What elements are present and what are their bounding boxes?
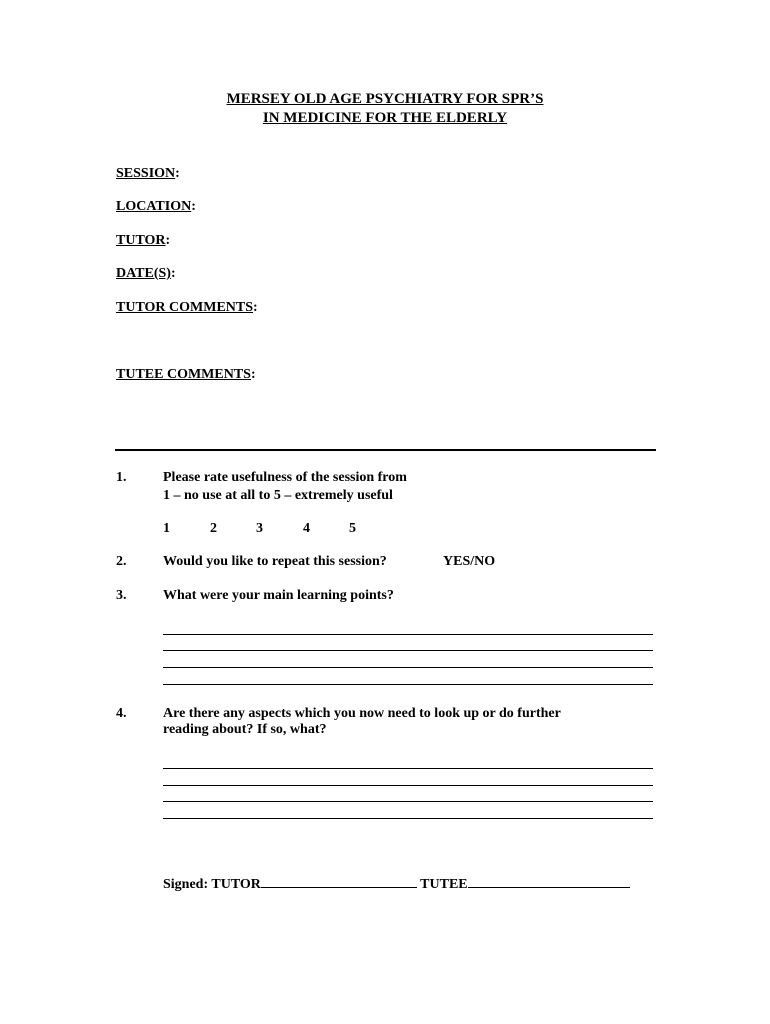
rating-option-3[interactable]: 3 (256, 521, 263, 536)
question-2-number: 2. (116, 554, 127, 569)
question-3-text: What were your main learning points? (163, 588, 394, 603)
question-4-text-line1: Are there any aspects which you now need to look up or do further (163, 706, 561, 721)
tutor-colon: : (165, 233, 171, 248)
rating-option-1[interactable]: 1 (163, 521, 170, 536)
answer-line[interactable] (163, 801, 653, 802)
tutor-field (116, 232, 170, 249)
tutor-comments-colon: : (253, 300, 258, 315)
session-label: SESSION (116, 166, 176, 181)
dates-colon: : (170, 266, 176, 281)
tutor-label: TUTOR (116, 233, 166, 248)
signature-row (163, 873, 630, 893)
tutee-comments-field (116, 366, 256, 383)
answer-line[interactable] (163, 650, 653, 651)
tutee-signature-line[interactable] (468, 873, 630, 888)
location-colon: : (191, 199, 196, 214)
answer-line[interactable] (163, 634, 653, 635)
tutee-comments-label: TUTEE COMMENTS (116, 367, 251, 382)
question-2-text: Would you like to repeat this session? (163, 554, 387, 569)
answer-line[interactable] (163, 684, 653, 685)
form-title-line2: IN MEDICINE FOR THE ELDERLY (262, 110, 508, 126)
location-label: LOCATION (116, 199, 192, 214)
tutee-comments-colon: : (250, 367, 256, 382)
question-1-text-line2: 1 – no use at all to 5 – extremely useful (163, 488, 393, 503)
form-title-line1: MERSEY OLD AGE PSYCHIATRY FOR SPR’S (226, 91, 544, 107)
dates-field (116, 265, 176, 282)
rating-option-4[interactable]: 4 (303, 521, 310, 536)
answer-line[interactable] (163, 785, 653, 786)
tutor-comments-field (116, 299, 258, 316)
section-divider (115, 449, 656, 451)
yes-no-answer[interactable]: YES/NO (443, 554, 496, 569)
question-4-text-line2: reading about? If so, what? (163, 722, 327, 737)
question-3-number: 3. (116, 588, 127, 603)
question-4-number: 4. (116, 706, 127, 721)
tutor-signature-line[interactable] (261, 873, 417, 888)
rating-option-5[interactable]: 5 (349, 521, 356, 536)
rating-option-2[interactable]: 2 (210, 521, 217, 536)
session-field (116, 165, 180, 182)
answer-line[interactable] (163, 818, 653, 819)
question-1-number: 1. (116, 470, 127, 485)
session-colon: : (175, 166, 180, 181)
answer-line[interactable] (163, 667, 653, 668)
dates-label: DATE(S) (116, 266, 171, 281)
location-field (116, 198, 196, 215)
tutee-label: TUTEE (420, 877, 468, 892)
answer-line[interactable] (163, 768, 653, 769)
question-1-text-line1: Please rate usefulness of the session from (163, 470, 407, 485)
tutor-comments-label: TUTOR COMMENTS (116, 300, 254, 315)
signed-tutor-label: Signed: TUTOR (163, 877, 261, 892)
